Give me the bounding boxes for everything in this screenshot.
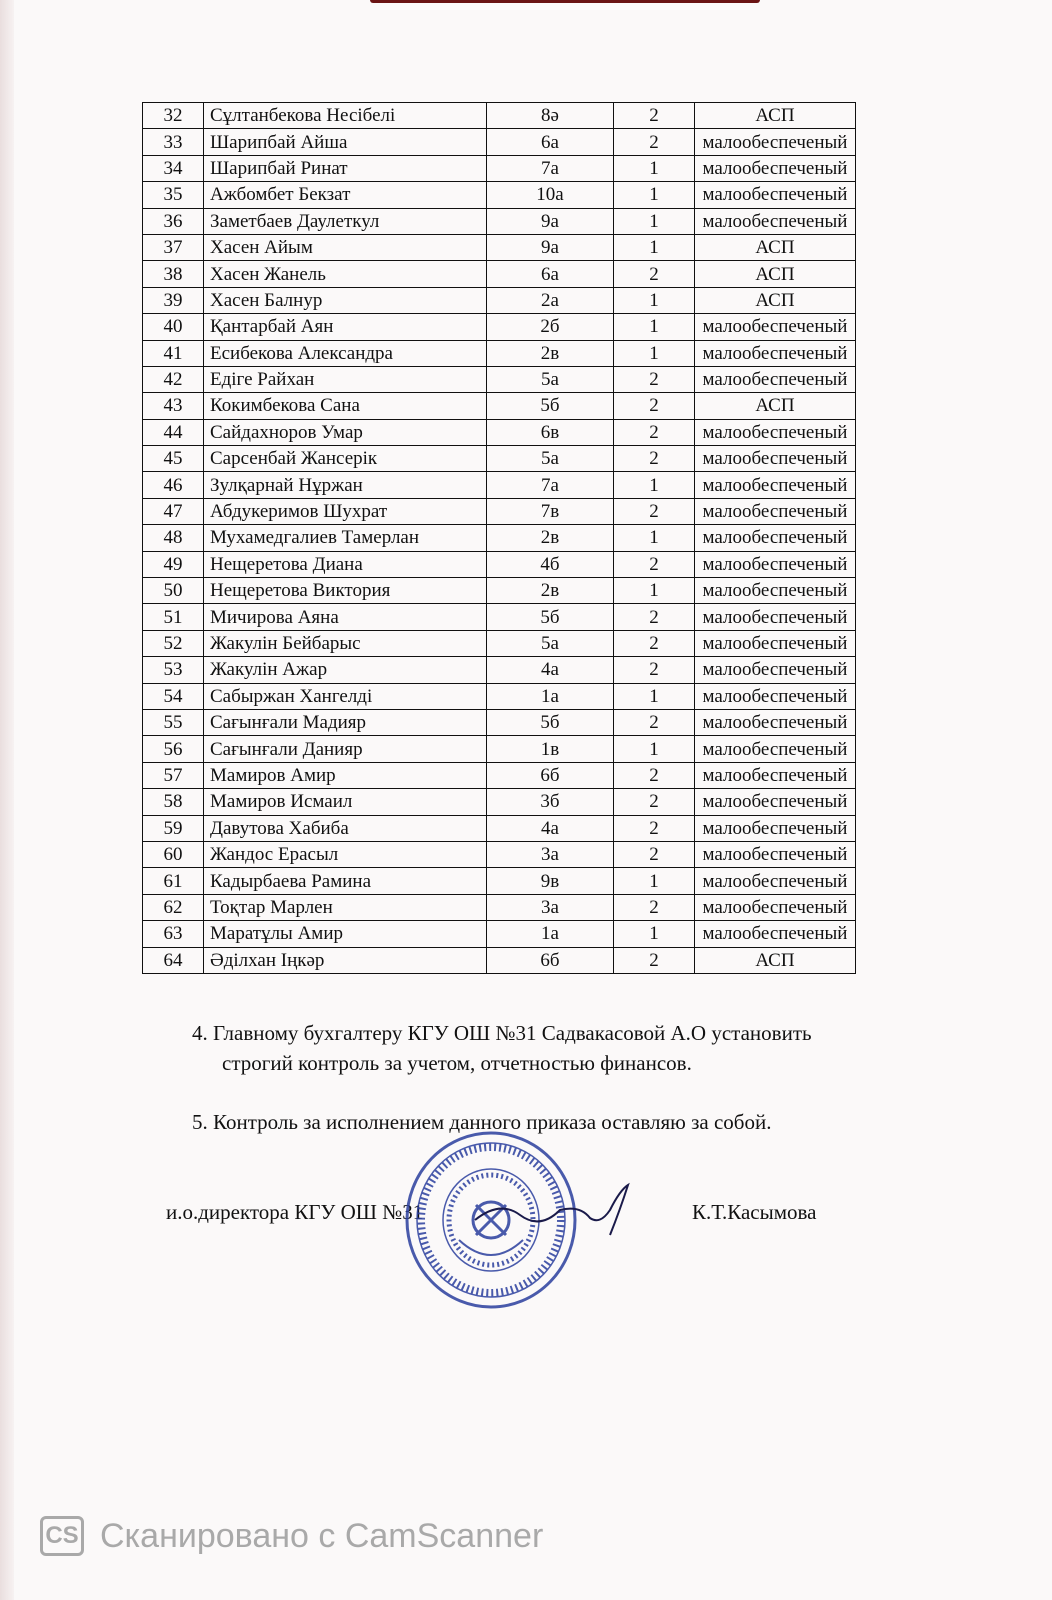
student-count: 1	[614, 155, 695, 181]
student-class: 8ә	[487, 103, 614, 129]
table-row	[143, 182, 856, 208]
table-row	[143, 340, 856, 366]
student-status: малообеспеченый	[695, 578, 856, 604]
student-count: 1	[614, 868, 695, 894]
table-row	[143, 287, 856, 313]
student-status: АСП	[695, 103, 856, 129]
table-row	[143, 498, 856, 524]
student-name: Мамиров Амир	[204, 762, 487, 788]
table-row	[143, 894, 856, 920]
student-count: 1	[614, 472, 695, 498]
row-number: 59	[143, 815, 204, 841]
row-number: 36	[143, 208, 204, 234]
student-name: Маратұлы Амир	[204, 921, 487, 947]
table-row	[143, 683, 856, 709]
student-name: Әділхан Іңкәр	[204, 947, 487, 973]
student-count: 1	[614, 208, 695, 234]
table-row	[143, 630, 856, 656]
student-count: 2	[614, 630, 695, 656]
row-number: 63	[143, 921, 204, 947]
row-number: 51	[143, 604, 204, 630]
student-status: малообеспеченый	[695, 525, 856, 551]
student-class: 7а	[487, 155, 614, 181]
table-row	[143, 208, 856, 234]
student-status: малообеспеченый	[695, 841, 856, 867]
student-name: Жакулін Ажар	[204, 657, 487, 683]
student-status: малообеспеченый	[695, 446, 856, 472]
student-class: 2а	[487, 287, 614, 313]
student-class: 7в	[487, 498, 614, 524]
student-count: 2	[614, 366, 695, 392]
table-row	[143, 393, 856, 419]
student-count: 2	[614, 551, 695, 577]
row-number: 50	[143, 578, 204, 604]
student-name: Сағынғали Мадияр	[204, 709, 487, 735]
row-number: 34	[143, 155, 204, 181]
row-number: 58	[143, 789, 204, 815]
signature-icon	[470, 1180, 640, 1240]
table-row	[143, 551, 856, 577]
student-count: 1	[614, 525, 695, 551]
student-class: 9а	[487, 234, 614, 260]
student-class: 4а	[487, 657, 614, 683]
row-number: 42	[143, 366, 204, 392]
student-class: 3б	[487, 789, 614, 815]
student-count: 1	[614, 578, 695, 604]
row-number: 54	[143, 683, 204, 709]
scan-top-tab	[370, 0, 760, 3]
student-class: 5а	[487, 446, 614, 472]
row-number: 39	[143, 287, 204, 313]
student-count: 2	[614, 762, 695, 788]
student-count: 1	[614, 921, 695, 947]
student-status: малообеспеченый	[695, 657, 856, 683]
table-row	[143, 789, 856, 815]
student-count: 2	[614, 393, 695, 419]
student-name: Хасен Балнур	[204, 287, 487, 313]
student-name: Кадырбаева Рамина	[204, 868, 487, 894]
student-name: Нещеретова Диана	[204, 551, 487, 577]
student-count: 2	[614, 657, 695, 683]
student-count: 1	[614, 234, 695, 260]
student-count: 1	[614, 287, 695, 313]
camscanner-logo-icon: CS	[40, 1516, 84, 1556]
student-count: 2	[614, 103, 695, 129]
student-status: малообеспеченый	[695, 155, 856, 181]
row-number: 53	[143, 657, 204, 683]
student-name: Жакулін Бейбарыс	[204, 630, 487, 656]
row-number: 56	[143, 736, 204, 762]
row-number: 32	[143, 103, 204, 129]
student-name: Кокимбекова Сана	[204, 393, 487, 419]
student-status: малообеспеченый	[695, 683, 856, 709]
row-number: 61	[143, 868, 204, 894]
student-name: Сайдахноров Умар	[204, 419, 487, 445]
student-name: Сұлтанбекова Несібелі	[204, 103, 487, 129]
student-name: Мухамедгалиев Тамерлан	[204, 525, 487, 551]
table-row	[143, 366, 856, 392]
table-row	[143, 815, 856, 841]
student-count: 2	[614, 261, 695, 287]
student-status: малообеспеченый	[695, 472, 856, 498]
table-row	[143, 419, 856, 445]
student-name: Абдукеримов Шухрат	[204, 498, 487, 524]
row-number: 62	[143, 894, 204, 920]
student-status: малообеспеченый	[695, 630, 856, 656]
row-number: 38	[143, 261, 204, 287]
student-name: Давутова Хабиба	[204, 815, 487, 841]
table-row	[143, 604, 856, 630]
row-number: 40	[143, 314, 204, 340]
student-class: 1а	[487, 921, 614, 947]
signer-name: К.Т.Касымова	[692, 1200, 817, 1224]
student-status: малообеспеченый	[695, 736, 856, 762]
row-number: 33	[143, 129, 204, 155]
student-status: малообеспеченый	[695, 551, 856, 577]
student-class: 5б	[487, 709, 614, 735]
student-name: Шарипбай Ринат	[204, 155, 487, 181]
student-name: Хасен Айым	[204, 234, 487, 260]
student-count: 2	[614, 789, 695, 815]
student-count: 2	[614, 498, 695, 524]
signer-title: и.о.директора КГУ ОШ №31	[166, 1200, 424, 1224]
student-count: 2	[614, 709, 695, 735]
row-number: 44	[143, 419, 204, 445]
student-name: Едіге Райхан	[204, 366, 487, 392]
student-class: 6в	[487, 419, 614, 445]
row-number: 37	[143, 234, 204, 260]
students-table	[142, 102, 856, 974]
student-name: Сабыржан Хангелді	[204, 683, 487, 709]
student-count: 1	[614, 340, 695, 366]
student-class: 2в	[487, 340, 614, 366]
table-row	[143, 234, 856, 260]
student-count: 2	[614, 841, 695, 867]
table-row	[143, 657, 856, 683]
student-name: Мичирова Аяна	[204, 604, 487, 630]
row-number: 47	[143, 498, 204, 524]
table-row	[143, 841, 856, 867]
table-row	[143, 578, 856, 604]
table-row	[143, 736, 856, 762]
student-status: малообеспеченый	[695, 314, 856, 340]
row-number: 52	[143, 630, 204, 656]
row-number: 64	[143, 947, 204, 973]
student-class: 9а	[487, 208, 614, 234]
row-number: 57	[143, 762, 204, 788]
table-row	[143, 446, 856, 472]
student-class: 5а	[487, 630, 614, 656]
table-row	[143, 314, 856, 340]
table-row	[143, 921, 856, 947]
student-status: малообеспеченый	[695, 604, 856, 630]
student-count: 2	[614, 419, 695, 445]
watermark-text: Сканировано с CamScanner	[100, 1516, 544, 1555]
table-row	[143, 261, 856, 287]
student-status: малообеспеченый	[695, 815, 856, 841]
student-count: 2	[614, 604, 695, 630]
student-name: Тоқтар Марлен	[204, 894, 487, 920]
student-status: АСП	[695, 947, 856, 973]
row-number: 48	[143, 525, 204, 551]
table-row	[143, 525, 856, 551]
student-status: АСП	[695, 234, 856, 260]
student-count: 1	[614, 314, 695, 340]
student-status: малообеспеченый	[695, 894, 856, 920]
student-status: малообеспеченый	[695, 709, 856, 735]
student-class: 6а	[487, 129, 614, 155]
student-class: 6б	[487, 762, 614, 788]
student-class: 1в	[487, 736, 614, 762]
student-count: 1	[614, 182, 695, 208]
student-status: малообеспеченый	[695, 208, 856, 234]
student-count: 2	[614, 947, 695, 973]
student-status: малообеспеченый	[695, 340, 856, 366]
row-number: 55	[143, 709, 204, 735]
row-number: 41	[143, 340, 204, 366]
row-number: 45	[143, 446, 204, 472]
student-status: малообеспеченый	[695, 129, 856, 155]
student-name: Ажбомбет Бекзат	[204, 182, 487, 208]
student-status: малообеспеченый	[695, 419, 856, 445]
scan-page-edge	[0, 0, 14, 1600]
student-status: АСП	[695, 393, 856, 419]
student-name: Есибекова Александра	[204, 340, 487, 366]
student-class: 1а	[487, 683, 614, 709]
row-number: 60	[143, 841, 204, 867]
student-class: 5б	[487, 604, 614, 630]
student-name: Сағынғали Данияр	[204, 736, 487, 762]
table-row	[143, 868, 856, 894]
table-row	[143, 472, 856, 498]
row-number: 46	[143, 472, 204, 498]
student-status: малообеспеченый	[695, 921, 856, 947]
student-class: 4б	[487, 551, 614, 577]
student-class: 2в	[487, 578, 614, 604]
student-status: малообеспеченый	[695, 182, 856, 208]
student-status: АСП	[695, 287, 856, 313]
paragraph-5: 5. Контроль за исполнением данного приказа оставляю за собой.	[192, 1110, 772, 1134]
student-count: 2	[614, 129, 695, 155]
student-name: Қантарбай Аян	[204, 314, 487, 340]
row-number: 35	[143, 182, 204, 208]
student-class: 5а	[487, 366, 614, 392]
student-class: 9в	[487, 868, 614, 894]
student-name: Шарипбай Айша	[204, 129, 487, 155]
student-name: Мамиров Исмаил	[204, 789, 487, 815]
camscanner-watermark	[40, 1516, 543, 1556]
student-count: 2	[614, 894, 695, 920]
student-class: 3а	[487, 841, 614, 867]
table-row	[143, 129, 856, 155]
student-status: малообеспеченый	[695, 498, 856, 524]
student-name: Нещеретова Виктория	[204, 578, 487, 604]
student-count: 2	[614, 815, 695, 841]
student-class: 3а	[487, 894, 614, 920]
student-status: малообеспеченый	[695, 868, 856, 894]
student-status: малообеспеченый	[695, 789, 856, 815]
student-count: 1	[614, 683, 695, 709]
student-status: АСП	[695, 261, 856, 287]
student-class: 2в	[487, 525, 614, 551]
student-class: 6а	[487, 261, 614, 287]
table-row	[143, 947, 856, 973]
student-name: Жандос Ерасыл	[204, 841, 487, 867]
student-name: Сарсенбай Жансерік	[204, 446, 487, 472]
student-count: 2	[614, 446, 695, 472]
student-status: малообеспеченый	[695, 366, 856, 392]
row-number: 43	[143, 393, 204, 419]
student-name: Хасен Жанель	[204, 261, 487, 287]
table-row	[143, 709, 856, 735]
student-class: 2б	[487, 314, 614, 340]
student-class: 5б	[487, 393, 614, 419]
student-name: Заметбаев Даулеткул	[204, 208, 487, 234]
student-class: 7а	[487, 472, 614, 498]
student-class: 4а	[487, 815, 614, 841]
table-row	[143, 155, 856, 181]
student-name: Зулқарнай Нұржан	[204, 472, 487, 498]
row-number: 49	[143, 551, 204, 577]
student-count: 1	[614, 736, 695, 762]
paragraph-4-line-2: строгий контроль за учетом, отчетностью финансов.	[222, 1051, 692, 1075]
student-class: 6б	[487, 947, 614, 973]
student-class: 10а	[487, 182, 614, 208]
paragraph-4-line-1: 4. Главному бухгалтеру КГУ ОШ №31 Садвакасовой А.О установить	[192, 1021, 812, 1045]
student-status: малообеспеченый	[695, 762, 856, 788]
table-row	[143, 762, 856, 788]
table-row	[143, 103, 856, 129]
